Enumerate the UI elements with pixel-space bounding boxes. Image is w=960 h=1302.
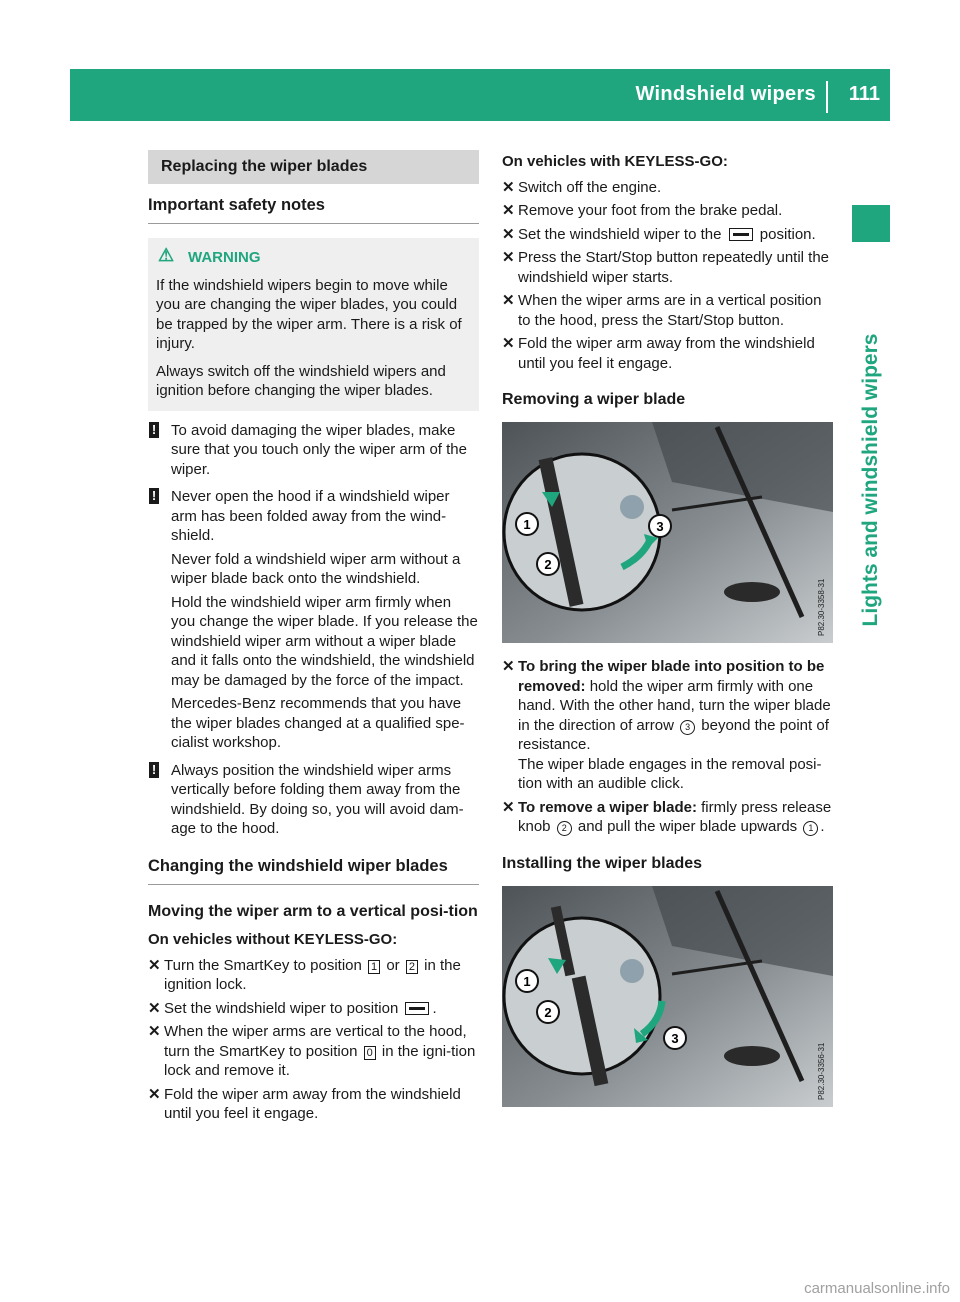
installing-heading: Installing the wiper blades (502, 854, 703, 872)
step-item (148, 956, 479, 995)
caution-note (148, 487, 479, 753)
step-text: . (820, 818, 825, 835)
step-item (502, 334, 833, 373)
wiper-off-symbol-icon (405, 1002, 429, 1015)
safety-notes-heading: Important safety notes (148, 196, 479, 225)
warning-triangle-icon: ⚠ (158, 245, 175, 265)
step-bold-text: To remove a wiper blade: (518, 798, 697, 816)
note-text: Never fold a windshield wiper arm without a wiper blade back onto the windshield. (171, 550, 461, 587)
step-text: hold the wiper arm firmly with one hand. With the other hand, turn the wiper blade in the direction of arrow (518, 677, 831, 734)
step-arrow-icon: ✕ (502, 335, 515, 352)
section-title: Replacing the wiper blades (148, 150, 479, 184)
footer-watermark: carmanualsonline.info (804, 1280, 950, 1297)
chapter-side-label: Lights and windshield wipers (859, 333, 882, 627)
step-arrow-icon: ✕ (148, 1085, 161, 1103)
step-bold-text: To bring the wiper blade into position to be removed: (518, 658, 825, 695)
step-text: position. (759, 225, 816, 243)
wiper-off-symbol-icon (729, 228, 753, 241)
warning-box (148, 238, 479, 411)
step-item (502, 798, 833, 837)
step-item (148, 1085, 479, 1124)
header-divider (826, 81, 828, 113)
step-arrow-icon: ✕ (148, 999, 161, 1017)
page-header-title: Windshield wipers (635, 83, 816, 105)
svg-text:2: 2 (544, 1004, 552, 1020)
footer (0, 1280, 960, 1302)
step-arrow-icon: ✕ (502, 292, 515, 309)
exclamation-icon: ! (149, 488, 159, 504)
note-text: Always position the windshield wiper arms vertically before folding them away from the windshield. By doing so, you will avoid dam-age to the hood. (171, 761, 464, 837)
step-text: Press the Start/Stop button repeatedly until the windshield wiper starts. (518, 249, 830, 286)
step-text: Fold the wiper arm away from the windshield until you feel it engage. (518, 335, 815, 372)
callout-2 (537, 1001, 559, 1023)
step-text: Set the windshield wiper to the (518, 225, 722, 243)
step-text: Fold the wiper arm away from the windshield until you feel it engage. (164, 1085, 461, 1122)
step-item (148, 999, 479, 1019)
step-arrow-icon: ✕ (502, 658, 515, 675)
note-text: Never open the hood if a windshield wiper arm has been folded away from the wind-shield. (171, 488, 450, 544)
step-item (502, 178, 833, 198)
step-text: When the wiper arms are in a vertical position to the hood, press the Start/Stop button. (518, 292, 822, 329)
step-text: When the wiper arms are vertical to the hood, turn the SmartKey to position (164, 1023, 467, 1060)
step-text: . (432, 999, 437, 1017)
callout-1 (516, 513, 538, 535)
warning-label: WARNING (188, 249, 261, 266)
callout-3 (649, 515, 671, 537)
chapter-tab-marker (852, 205, 890, 242)
wiper-installation-figure (502, 886, 833, 1107)
svg-text:1: 1 (523, 973, 531, 989)
exclamation-icon: ! (149, 422, 159, 438)
svg-text:1: 1 (523, 517, 531, 532)
caution-note (148, 421, 479, 480)
caution-note (148, 761, 479, 839)
warning-header (156, 245, 471, 268)
changing-heading: Changing the windshield wiper blades (148, 857, 479, 886)
svg-text:3: 3 (671, 1030, 679, 1046)
step-item (502, 291, 833, 330)
svg-text:2: 2 (544, 557, 552, 572)
note-text: To avoid damaging the wiper blades, make sure that you touch only the wiper arm of the wiper. (171, 421, 467, 478)
step-text: in the igni-tion lock and remove it. (164, 1042, 476, 1079)
with-keyless-heading: On vehicles with KEYLESS-GO: (502, 153, 728, 170)
left-column (148, 150, 479, 1128)
step-text: and pull the wiper blade upwards (577, 818, 798, 835)
right-column (502, 150, 833, 1121)
figure-code: P82.30-3356-31 (817, 1042, 826, 1100)
header-bar (70, 69, 890, 121)
step-text: Turn the SmartKey to position (164, 956, 362, 974)
key-position-1: 1 (368, 960, 380, 974)
step-text: firmly press release knob (518, 798, 832, 835)
callout-1 (516, 970, 538, 992)
callout-2 (537, 553, 559, 575)
step-item (502, 657, 833, 794)
step-text: Switch off the engine. (518, 178, 662, 196)
step-text: The wiper blade engages in the removal posi-tion with an audible click. (518, 755, 822, 792)
callout-ref-2: 2 (557, 821, 572, 836)
without-keyless-heading: On vehicles without KEYLESS-GO: (148, 931, 398, 948)
warning-text: If the windshield wipers begin to move while you are changing the wiper blades, you could be trapped by the wiper arm. There is a risk of injury. (156, 276, 462, 352)
step-arrow-icon: ✕ (502, 178, 515, 196)
moving-heading: Moving the wiper arm to a vertical posi-tion (148, 903, 478, 920)
callout-ref-3: 3 (680, 720, 695, 735)
step-text: in the ignition lock. (164, 956, 461, 993)
step-item (502, 248, 833, 287)
callout-3 (664, 1027, 686, 1049)
key-position-2: 2 (406, 960, 418, 974)
step-text: Remove your foot from the brake pedal. (518, 202, 783, 219)
warning-text: Always switch off the windshield wipers and ignition before changing the wiper blades. (156, 362, 446, 399)
note-text: Mercedes-Benz recommends that you have the wiper blades changed at a qualified spe-cialist workshop. (171, 695, 465, 751)
step-text: or (386, 956, 400, 974)
key-position-0: 0 (364, 1046, 376, 1060)
removing-heading: Removing a wiper blade (502, 391, 686, 408)
note-text: Hold the windshield wiper arm firmly when you change the wiper blade. If you release the windshield wiper arm without a wiper blade and it falls onto the windshield, the windshield may be damaged by the force of the impact. (171, 593, 478, 689)
step-arrow-icon: ✕ (502, 249, 515, 266)
step-arrow-icon: ✕ (148, 1023, 161, 1040)
step-text: beyond the point of resistance. (518, 716, 829, 753)
step-arrow-icon: ✕ (502, 798, 515, 816)
page-number: 111 (848, 83, 880, 105)
step-item (502, 201, 833, 221)
callout-ref-1: 1 (803, 821, 818, 836)
step-item (148, 1022, 479, 1081)
figure-code: P82.30-3358-31 (817, 578, 826, 636)
exclamation-icon: ! (149, 762, 159, 778)
step-arrow-icon: ✕ (502, 202, 515, 219)
wiper-removal-figure (502, 422, 833, 643)
svg-text:3: 3 (656, 519, 664, 534)
step-item (502, 225, 833, 245)
step-arrow-icon: ✕ (502, 225, 515, 243)
step-arrow-icon: ✕ (148, 956, 161, 974)
step-text: Set the windshield wiper to position (164, 999, 399, 1017)
